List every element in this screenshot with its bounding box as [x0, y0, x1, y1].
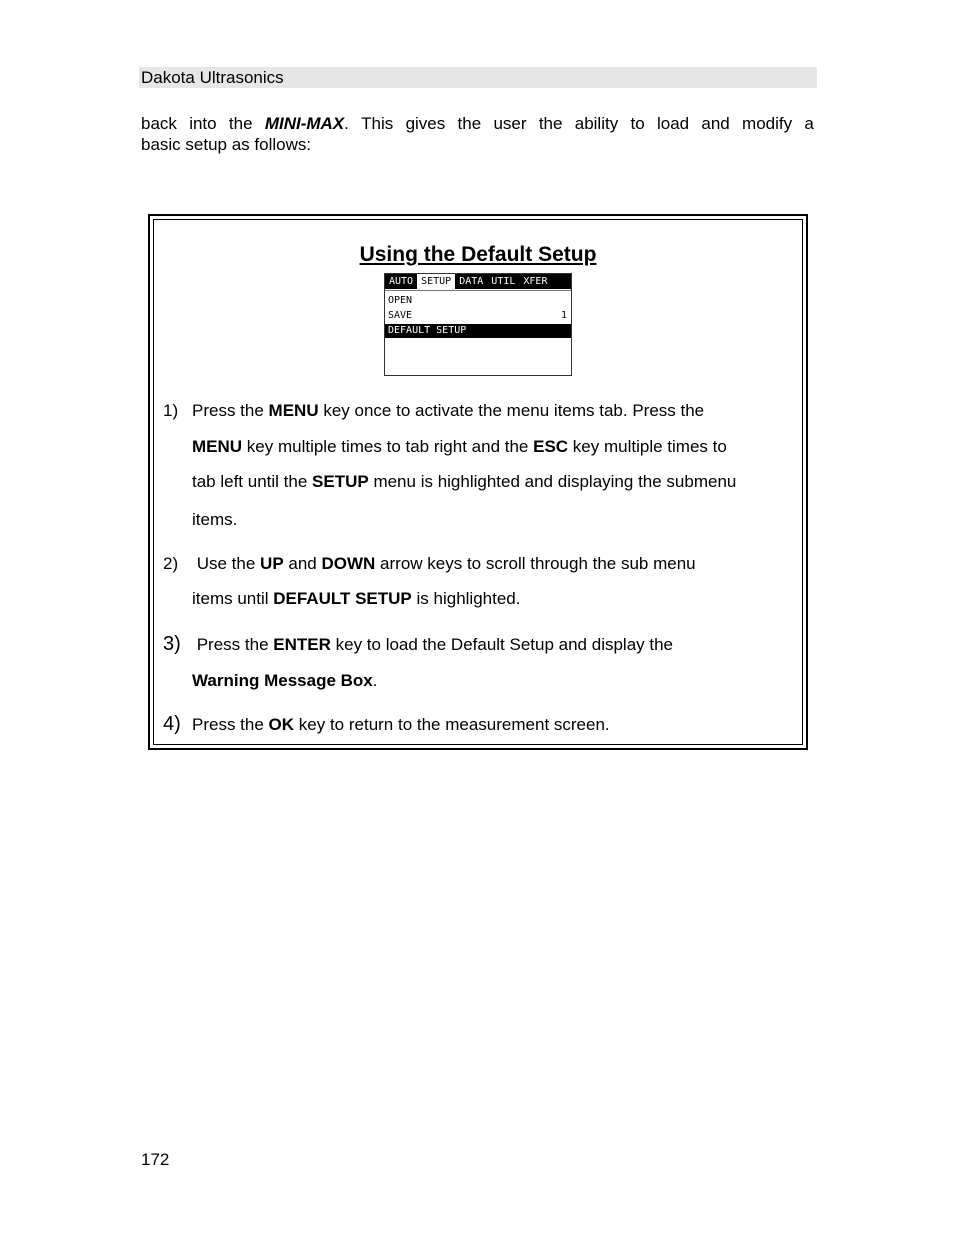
lcd-menu-screenshot: [384, 273, 572, 376]
intro-line-1: [141, 113, 814, 134]
lcd-tab-bar: [385, 274, 571, 289]
intro-word: the: [228, 114, 253, 133]
product-name: MINI-MAX.: [264, 114, 349, 133]
intro-word: modify: [742, 114, 793, 133]
step-text-line: Press the ENTER key to load the Default Setup and display the: [192, 635, 674, 654]
intro-word: to: [630, 114, 645, 133]
step-number: 1): [163, 401, 179, 420]
lcd-tab-setup: SETUP: [417, 274, 455, 289]
step-text-line: Use the UP and DOWN arrow keys to scroll through the sub menu: [192, 554, 696, 573]
page-number: 172: [141, 1150, 170, 1169]
lcd-tab-auto: AUTO: [389, 276, 414, 287]
lcd-tab-xfer: XFER: [523, 276, 548, 287]
step-text-line: tab left until the SETUP menu is highlighted and displaying the submenu: [192, 472, 737, 491]
lcd-tab-util: UTIL: [491, 276, 516, 287]
lcd-menu-item-open: OPEN: [388, 295, 413, 306]
step-text-line: MENU key multiple times to tab right and the ESC key multiple times to: [192, 437, 727, 456]
step-text-line: Press the MENU key once to activate the menu items tab. Press the: [192, 401, 705, 420]
lcd-tab-data: DATA: [459, 276, 484, 287]
step-number: 2): [163, 554, 179, 573]
intro-word: gives: [405, 114, 446, 133]
step-text-line: items until DEFAULT SETUP is highlighted.: [192, 589, 521, 608]
intro-word: into: [189, 114, 217, 133]
intro-word: ability: [574, 114, 619, 133]
intro-line-2: basic setup as follows:: [141, 135, 312, 154]
intro-word: This: [361, 114, 394, 133]
step-number: 4): [163, 713, 181, 735]
step-text-line: items.: [192, 510, 238, 529]
intro-word: a: [804, 114, 814, 133]
step-text-line: Press the OK key to return to the measurement screen.: [192, 715, 610, 734]
intro-word: and: [701, 114, 730, 133]
step-number: 3): [163, 633, 181, 655]
running-header: [139, 67, 817, 88]
lcd-divider: [385, 290, 571, 291]
lcd-menu-item-default-setup: DEFAULT SETUP: [385, 324, 571, 338]
intro-word: user: [493, 114, 527, 133]
intro-word: the: [538, 114, 563, 133]
box-title: Using the Default Setup: [359, 243, 597, 266]
intro-word: back: [141, 114, 177, 133]
lcd-menu-item-save: SAVE 1: [388, 310, 567, 321]
intro-word: the: [457, 114, 482, 133]
step-text-line: Warning Message Box.: [192, 671, 378, 690]
intro-paragraph: [141, 113, 814, 155]
header-title: Dakota Ultrasonics: [141, 68, 284, 87]
intro-word: load: [656, 114, 690, 133]
